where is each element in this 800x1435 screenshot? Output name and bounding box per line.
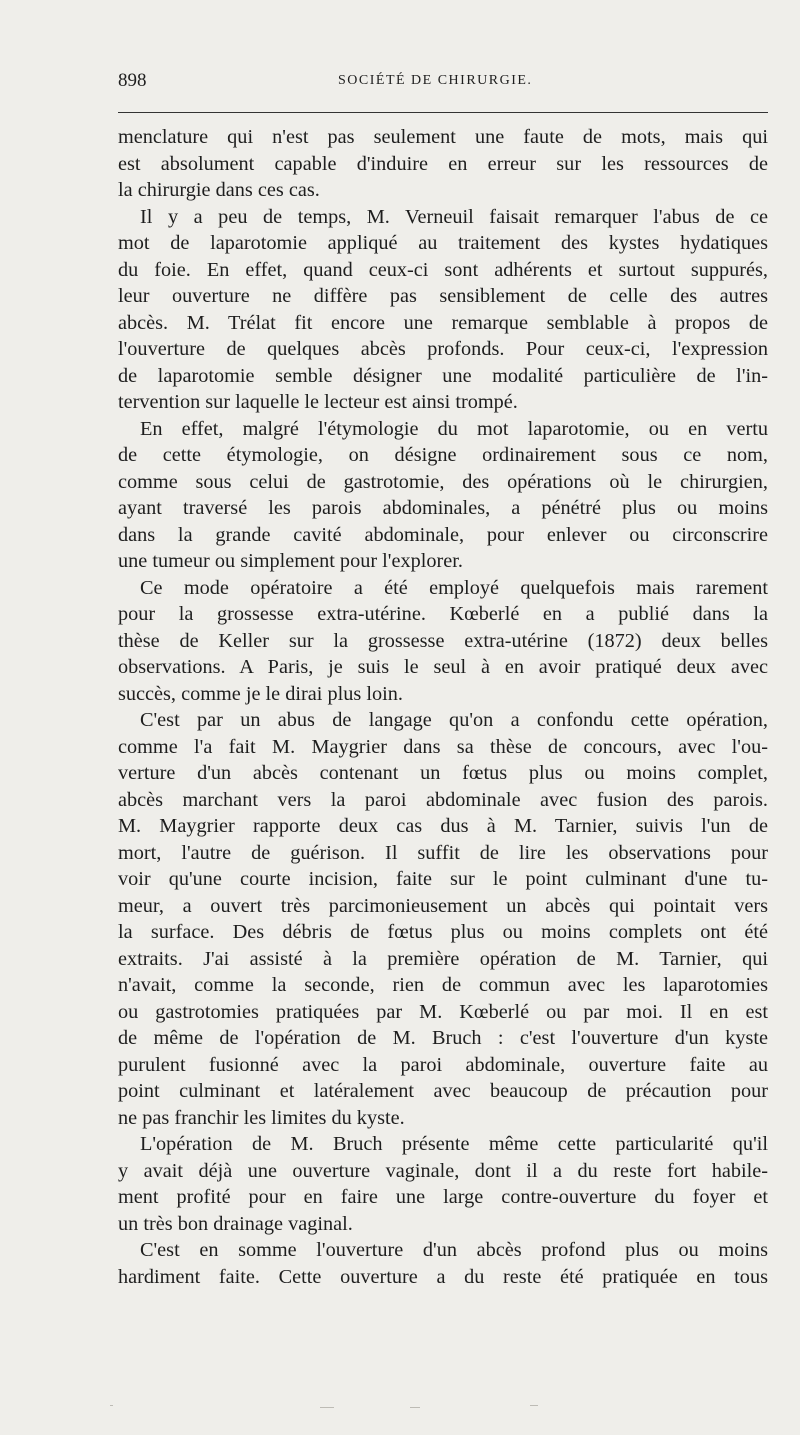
paragraph xyxy=(118,575,768,708)
text-line: y avait déjà une ouverture vaginale, dont il a du reste fort habile- xyxy=(118,1159,768,1182)
text-line: abcès marchant vers la paroi abdominale avec fusion des parois. xyxy=(118,788,768,811)
text-line: de cette étymologie, on désigne ordinairement sous ce nom, xyxy=(118,444,768,466)
text-line: pour la grossesse extra-utérine. Kœberlé en a publié dans la xyxy=(118,603,768,625)
text-line: de même de l'opération de M. Bruch : c'est l'ouverture d'un kyste xyxy=(118,1027,768,1049)
paragraph xyxy=(118,1131,768,1237)
text-line: de laparotomie semble désigner une modalité particulière de l'in- xyxy=(118,364,768,387)
text-line: dans la grande cavité abdominale, pour enlever ou circonscrire xyxy=(118,523,768,546)
text-line: voir qu'une courte incision, faite sur le point culminant d'une tu- xyxy=(118,868,768,890)
text-line: purulent fusionné avec la paroi abdominale, ouverture faite au xyxy=(118,1053,768,1076)
text-line: l'ouverture de quelques abcès profonds. Pour ceux-ci, l'expression xyxy=(118,338,768,360)
running-title: SOCIÉTÉ DE CHIRURGIE. xyxy=(338,73,533,88)
header-rule xyxy=(118,112,768,113)
text-line: menclature qui n'est pas seulement une faute de mots, mais qui xyxy=(118,126,768,148)
paragraph xyxy=(118,1237,768,1290)
text-line: L'opération de M. Bruch présente même cette particularité qu'il xyxy=(140,1133,768,1155)
text-line: point culminant et latéralement avec beaucoup de précaution pour xyxy=(118,1080,768,1102)
text-line: comme l'a fait M. Maygrier dans sa thèse de concours, avec l'ou- xyxy=(118,735,768,758)
text-line: mort, l'autre de guérison. Il suffit de lire les observations pour xyxy=(118,841,768,864)
text-line: Ce mode opératoire a été employé quelquefois mais rarement xyxy=(140,576,768,599)
text-line: En effet, malgré l'étymologie du mot laparotomie, ou en vertu xyxy=(140,417,768,440)
text-line: C'est en somme l'ouverture d'un abcès profond plus ou moins xyxy=(140,1239,768,1261)
text-line: extraits. J'ai assisté à la première opération de M. Tarnier, qui xyxy=(118,947,768,970)
paragraph xyxy=(118,416,768,575)
text-line: ou gastrotomies pratiquées par M. Kœberlé ou par moi. Il en est xyxy=(118,1000,768,1023)
text-line: C'est par un abus de langage qu'on a confondu cette opération, xyxy=(140,709,768,731)
paragraph xyxy=(118,707,768,1131)
text-line: ne pas franchir les limites du kyste. xyxy=(118,1106,405,1129)
text-line: une tumeur ou simplement pour l'explorer. xyxy=(118,550,463,572)
text-line: hardiment faite. Cette ouverture a du reste été pratiquée en tous xyxy=(118,1265,768,1288)
text-line: leur ouverture ne diffère pas sensiblement de celle des autres xyxy=(118,285,768,307)
page-header xyxy=(118,70,768,100)
text-line: meur, a ouvert très parcimonieusement un abcès qui pointait vers xyxy=(118,894,768,917)
text-line: un très bon drainage vaginal. xyxy=(118,1212,353,1235)
text-line: observations. A Paris, je suis le seul à en avoir pratiqué deux avec xyxy=(118,656,768,678)
text-line: la surface. Des débris de fœtus plus ou moins complets ont été xyxy=(118,921,768,943)
text-line: est absolument capable d'induire en erreur sur les ressources de xyxy=(118,152,768,175)
paragraph xyxy=(118,124,768,204)
body-text xyxy=(118,124,768,1290)
text-line: succès, comme je le dirai plus loin. xyxy=(118,682,403,705)
text-line: ment profité pour en faire une large contre-ouverture du foyer et xyxy=(118,1186,768,1208)
text-line: comme sous celui de gastrotomie, des opérations où le chirurgien, xyxy=(118,470,768,493)
text-line: la chirurgie dans ces cas. xyxy=(118,179,320,201)
text-line: M. Maygrier rapporte deux cas dus à M. Tarnier, suivis l'un de xyxy=(118,815,768,837)
text-line: du foie. En effet, quand ceux-ci sont adhérents et surtout suppurés, xyxy=(118,258,768,281)
text-line: n'avait, comme la seconde, rien de commun avec les laparotomies xyxy=(118,974,768,996)
text-line: abcès. M. Trélat fit encore une remarque semblable à propos de xyxy=(118,311,768,334)
text-line: thèse de Keller sur la grossesse extra-utérine (1872) deux belles xyxy=(118,629,768,652)
page-number: 898 xyxy=(118,70,147,91)
text-line: mot de laparotomie appliqué au traitement des kystes hydatiques xyxy=(118,232,768,254)
text-line: Il y a peu de temps, M. Verneuil faisait remarquer l'abus de ce xyxy=(140,205,768,228)
text-line: verture d'un abcès contenant un fœtus plus ou moins complet, xyxy=(118,762,768,784)
text-line: ayant traversé les parois abdominales, a pénétré plus ou moins xyxy=(118,497,768,519)
page-specks xyxy=(90,1395,690,1415)
text-line: tervention sur laquelle le lecteur est ainsi trompé. xyxy=(118,391,518,413)
paragraph xyxy=(118,204,768,416)
